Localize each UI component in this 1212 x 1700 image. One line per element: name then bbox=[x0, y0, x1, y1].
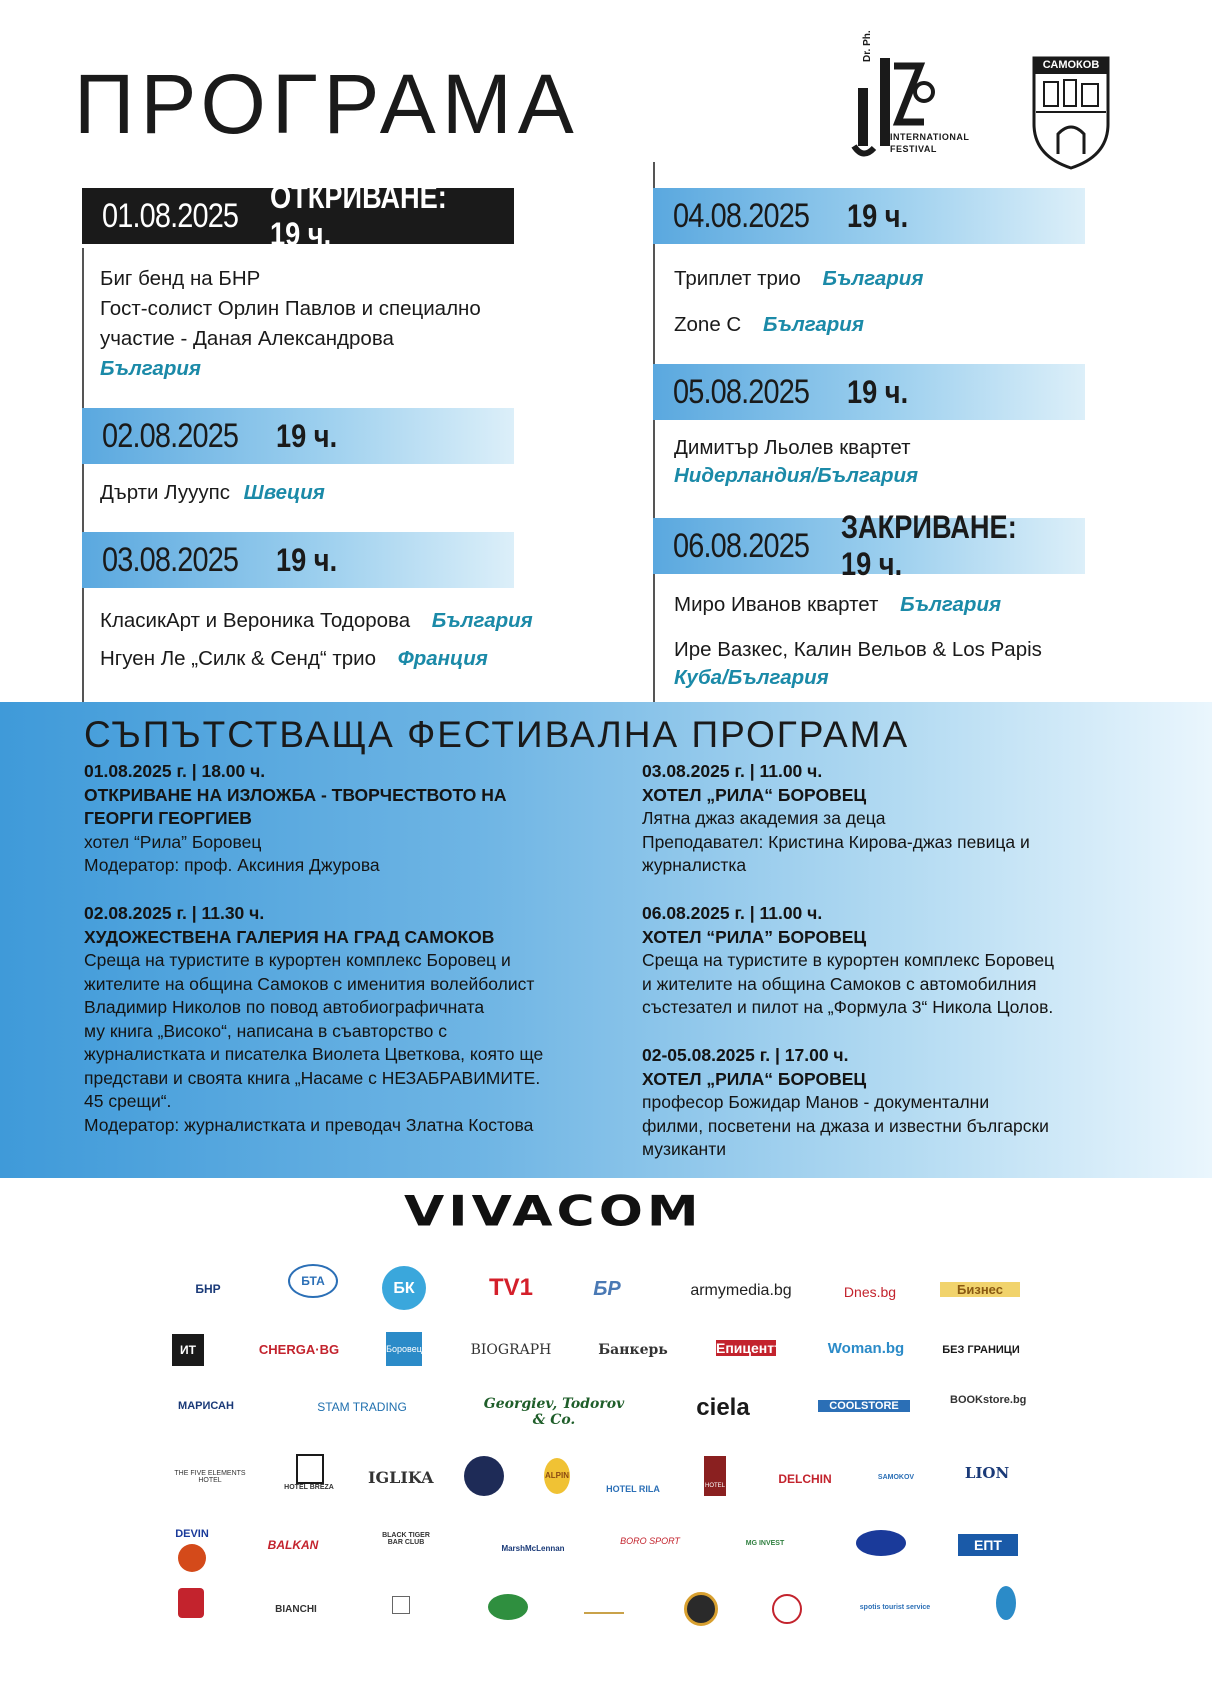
country: Нидерландия/България bbox=[674, 464, 919, 487]
sponsor-logo: LION bbox=[964, 1464, 1010, 1482]
page-title: ПРОГРАМА bbox=[74, 57, 580, 151]
sponsor-logo: spotis tourist service bbox=[859, 1604, 931, 1611]
event-line: Владимир Николов по повод автобиографичната bbox=[84, 997, 485, 1017]
side-program-title: СЪПЪТСТВАЩА ФЕСТИВАЛНА ПРОГРАМА bbox=[84, 714, 910, 755]
sponsor-logo bbox=[392, 1596, 410, 1614]
sponsor-logo: Боровец bbox=[386, 1332, 422, 1366]
date-text: 04.08.2025 bbox=[673, 196, 810, 235]
sponsor-logo: IGLIKA bbox=[368, 1468, 434, 1487]
program-entry bbox=[100, 478, 325, 508]
performer: Триплет трио bbox=[674, 267, 801, 290]
country: Швеция bbox=[243, 481, 325, 504]
time-label: 19 ч. bbox=[847, 197, 909, 234]
event-line: представи и своята книга „Насаме с НЕЗАБРАВИМИТЕ. bbox=[84, 1067, 541, 1088]
event-line: Преподавател: Кристина Кирова-джаз певица и bbox=[642, 831, 1030, 852]
date-bar-04-08 bbox=[653, 188, 1085, 244]
sponsor-logo: ciela bbox=[696, 1394, 750, 1421]
sponsor-logo: armymedia.bg bbox=[690, 1282, 792, 1299]
performer: Гост-солист Орлин Павлов и специално bbox=[100, 297, 481, 320]
event-when: 02-05.08.2025 г. | 17.00 ч. bbox=[642, 1045, 849, 1065]
time-label: 19 ч. bbox=[847, 373, 909, 410]
sponsor-logo bbox=[178, 1588, 204, 1618]
date-text: 02.08.2025 bbox=[102, 416, 239, 455]
event-when: 03.08.2025 г. | 11.00 ч. bbox=[642, 761, 823, 781]
event-heading: ХОТЕЛ “РИЛА” БОРОВЕЦ bbox=[642, 926, 867, 947]
date-bar-06-08 bbox=[653, 509, 1085, 582]
program-entry bbox=[100, 606, 533, 636]
performer: Нгуен Ле „Силк & Сенд“ трио bbox=[100, 647, 376, 670]
sponsor-logo bbox=[996, 1586, 1016, 1620]
event-line: състезател и пилот на „Формула 3“ Никола Цолов. bbox=[642, 997, 1054, 1017]
date-text: 05.08.2025 bbox=[673, 372, 810, 411]
jazz-logo-festival: FESTIVAL bbox=[890, 144, 937, 154]
sponsor-logo: Georgiev, Todorov & Co. bbox=[483, 1396, 625, 1428]
sponsor-logo: HOTEL BREZA bbox=[284, 1484, 334, 1491]
sponsor-logo: TV1 bbox=[488, 1274, 533, 1301]
program-entry bbox=[674, 310, 864, 340]
country: България bbox=[762, 313, 864, 336]
sponsor-logo: Бизнес bbox=[940, 1282, 1020, 1297]
event-when: 02.08.2025 г. | 11.30 ч. bbox=[84, 903, 265, 923]
event-heading: ОТКРИВАНЕ НА ИЗЛОЖБА - ТВОРЧЕСТВОТО НА bbox=[84, 784, 507, 805]
event-line: журналистката и писателка Виолета Цветкова, която ще bbox=[84, 1044, 544, 1064]
sponsor-logo: БТА bbox=[301, 1274, 325, 1288]
program-entry bbox=[674, 264, 923, 294]
sponsor-logo: DEVIN bbox=[175, 1528, 209, 1540]
sponsor-logo: БК bbox=[393, 1280, 415, 1297]
sponsor-logo: BORO SPORT bbox=[620, 1536, 680, 1546]
event-line: Среща на туристите в курортен комплекс Боровец и bbox=[84, 950, 511, 970]
jazz-logo-dr: Dr. Ph. bbox=[862, 30, 873, 62]
sponsor-logo: ALPIN bbox=[544, 1458, 570, 1494]
time-label: 19 ч. bbox=[276, 541, 338, 578]
event-line: Среща на туристите в курортен комплекс Боровец bbox=[642, 950, 1055, 970]
sponsor-logo: BIOGRAPH bbox=[470, 1342, 552, 1358]
left-column-divider bbox=[82, 248, 84, 702]
sponsor-logo bbox=[296, 1454, 324, 1484]
event-line: Лятна джаз академия за деца bbox=[642, 808, 886, 828]
date-text: 03.08.2025 bbox=[102, 540, 239, 579]
event-line: филми, посветени на джаза и известни български bbox=[642, 1115, 1049, 1136]
side-event bbox=[642, 1044, 1172, 1162]
program-entry bbox=[674, 434, 918, 490]
event-line: и жителите на община Самоков с автомобилния bbox=[642, 973, 1037, 994]
date-bar-05-08 bbox=[653, 364, 1085, 420]
jazz-logo-international: INTERNATIONAL bbox=[890, 132, 970, 142]
sponsor-logo: BOOKstore.bg bbox=[950, 1394, 1027, 1406]
sponsor-logo: STAM TRADING bbox=[317, 1400, 407, 1414]
event-when: 06.08.2025 г. | 11.00 ч. bbox=[642, 903, 823, 923]
sponsor-logo bbox=[684, 1592, 718, 1626]
sponsor-logo: Банкерь bbox=[598, 1342, 668, 1358]
jazz-festival-logo bbox=[850, 30, 990, 162]
event-line: музиканти bbox=[642, 1139, 727, 1159]
date-bar-01-08 bbox=[82, 179, 514, 252]
event-line: му книга „Високо“, написана в съавторство с bbox=[84, 1020, 447, 1041]
country: България bbox=[100, 357, 201, 380]
side-event bbox=[642, 902, 1172, 1020]
side-event bbox=[642, 760, 1162, 878]
performer: Дърти Лууупс bbox=[100, 481, 230, 504]
date-bar-03-08 bbox=[82, 532, 514, 588]
event-heading: ХОТЕЛ „РИЛА“ БОРОВЕЦ bbox=[642, 784, 867, 805]
sponsor-logo: БЕЗ ГРАНИЦИ bbox=[942, 1344, 1020, 1356]
country: Куба/България bbox=[674, 666, 829, 689]
performer: Биг бенд на БНР bbox=[100, 267, 261, 290]
sponsor-logo: HOTEL bbox=[704, 1456, 726, 1496]
sponsor-logo bbox=[178, 1544, 206, 1572]
performer: Миро Иванов квартет bbox=[674, 593, 879, 616]
program-entry bbox=[100, 644, 488, 674]
side-event bbox=[84, 760, 604, 878]
sponsor-logo: CHERGA·BG bbox=[258, 1342, 340, 1357]
event-line: жителите на община Самоков с именития волейболист bbox=[84, 973, 535, 994]
program-entry bbox=[100, 264, 481, 384]
program-entry bbox=[674, 636, 1042, 692]
performer: Zone C bbox=[674, 313, 742, 336]
country: България bbox=[431, 609, 533, 632]
time-label: ОТКРИВАНЕ: 19 ч. bbox=[270, 179, 448, 252]
sponsor-logo: МАРИСАН bbox=[178, 1400, 234, 1412]
time-label: 19 ч. bbox=[276, 417, 338, 454]
country: България bbox=[900, 593, 1002, 616]
sponsor-logo: DELCHIN bbox=[778, 1472, 832, 1486]
sponsor-logo: SAMOKOV bbox=[877, 1474, 915, 1481]
time-label: ЗАКРИВАНЕ: 19 ч. bbox=[841, 509, 1017, 582]
sponsor-logo bbox=[584, 1598, 624, 1614]
vivacom-logo: VIVACOM bbox=[404, 1188, 703, 1236]
sponsor-logo: ЕПТ bbox=[958, 1534, 1018, 1556]
sponsor-logo bbox=[488, 1594, 528, 1620]
sponsor-logo: Woman.bg bbox=[827, 1340, 905, 1357]
sponsor-logo: MarshMcLennan bbox=[501, 1544, 565, 1553]
performer: Димитър Льолев квартет bbox=[674, 436, 911, 459]
sponsor-logo bbox=[856, 1530, 906, 1556]
sponsor-logo: БНР bbox=[195, 1282, 221, 1296]
side-event bbox=[84, 902, 644, 1137]
sponsor-logo: Епицентър bbox=[716, 1340, 793, 1356]
performer: Ире Вазкес, Калин Вельов & Los Papis bbox=[674, 638, 1042, 661]
country: Франция bbox=[397, 647, 488, 670]
performer: участие - Даная Александрова bbox=[100, 327, 394, 350]
sponsor-logo: ИТ bbox=[172, 1334, 204, 1366]
sponsor-logo bbox=[772, 1594, 802, 1624]
samokov-crest-logo bbox=[1030, 54, 1112, 170]
event-line: професор Божидар Манов - документални bbox=[642, 1092, 990, 1112]
sponsor-logo: BLACK TIGER BAR CLUB bbox=[382, 1532, 430, 1546]
event-line: Модератор: журналистката и преводач Златна Костова bbox=[84, 1114, 534, 1135]
event-heading: ГЕОРГИ ГЕОРГИЕВ bbox=[84, 808, 252, 828]
performer: КласикАрт и Вероника Тодорова bbox=[100, 609, 411, 632]
event-line: хотел “Рила” Боровец bbox=[84, 831, 262, 852]
sponsor-logo: MG INVEST bbox=[745, 1540, 785, 1547]
sponsor-logo: BALKAN bbox=[267, 1538, 319, 1552]
event-line: журналистка bbox=[642, 855, 747, 875]
event-line: 45 срещи“. bbox=[84, 1091, 172, 1111]
sponsor-logo bbox=[464, 1456, 504, 1496]
sponsor-logo: THE FIVE ELEMENTS HOTEL bbox=[174, 1470, 246, 1484]
samokov-crest-label: САМОКОВ bbox=[1042, 59, 1100, 71]
sponsor-logo: Dnes.bg bbox=[843, 1284, 897, 1300]
date-bar-02-08 bbox=[82, 408, 514, 464]
event-heading: ХОТЕЛ „РИЛА“ БОРОВЕЦ bbox=[642, 1068, 867, 1089]
sponsor-logo: BIANCHI bbox=[275, 1604, 317, 1615]
country: България bbox=[822, 267, 924, 290]
event-when: 01.08.2025 г. | 18.00 ч. bbox=[84, 761, 266, 781]
sponsor-logo: БР bbox=[593, 1278, 621, 1300]
event-heading: ХУДОЖЕСТВЕНА ГАЛЕРИЯ НА ГРАД САМОКОВ bbox=[84, 926, 495, 947]
event-line: Модератор: проф. Аксиния Джурова bbox=[84, 855, 380, 875]
sponsor-logo: COOLSTORE bbox=[818, 1400, 910, 1412]
sponsor-logo: HOTEL RILA bbox=[606, 1484, 660, 1494]
program-entry bbox=[674, 590, 1001, 620]
date-text: 01.08.2025 bbox=[102, 196, 239, 235]
date-text: 06.08.2025 bbox=[673, 526, 810, 565]
